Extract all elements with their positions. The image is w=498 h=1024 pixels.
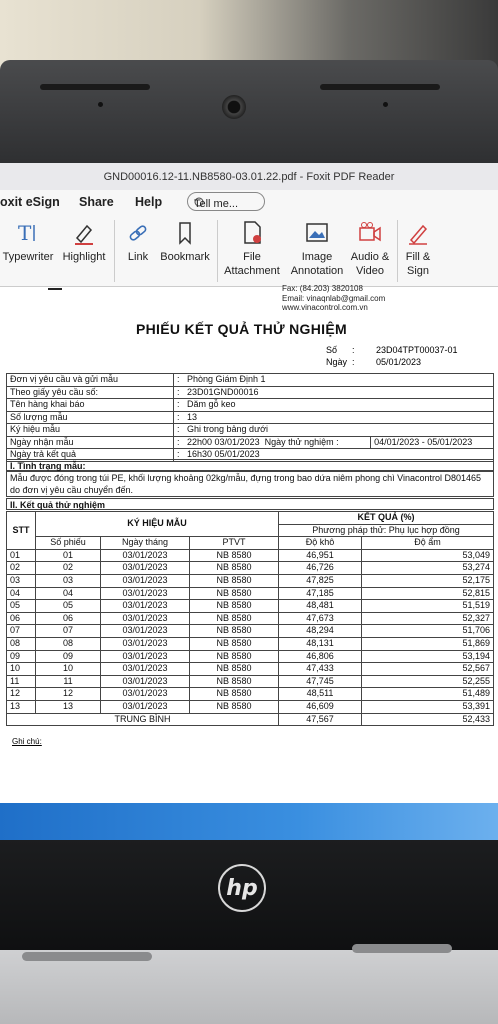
- row-slip-no: 12: [36, 688, 101, 701]
- report-number-label: Số: [326, 345, 338, 355]
- row-moisture: 52,815: [362, 587, 494, 600]
- row-stt: 03: [7, 574, 36, 587]
- row-moisture: 52,255: [362, 675, 494, 688]
- col-vehicle: PTVT: [190, 537, 279, 550]
- average-dryness: 47,567: [279, 713, 362, 726]
- highlight-label: Highlight: [62, 251, 106, 263]
- highlight-icon: [71, 220, 97, 246]
- info-label: Tên hàng khai báo: [7, 399, 174, 412]
- row-date: 03/01/2023: [101, 549, 190, 562]
- table-row: [7, 612, 494, 625]
- row-moisture: 53,274: [362, 562, 494, 575]
- results-body: [7, 549, 494, 713]
- info-value: : Phòng Giám Định 1: [174, 374, 494, 387]
- row-date: 03/01/2023: [101, 700, 190, 713]
- row-dryness: 46,806: [279, 650, 362, 663]
- section-sample-condition-title: I. Tình trạng mẫu:: [6, 459, 494, 471]
- menu-share[interactable]: Share: [79, 195, 114, 209]
- row-stt: 13: [7, 700, 36, 713]
- file-attachment-label: File Attachment: [224, 251, 280, 277]
- table-row: [7, 688, 494, 701]
- row-slip-no: 11: [36, 675, 101, 688]
- average-moisture: 52,433: [362, 713, 494, 726]
- row-moisture: 51,519: [362, 600, 494, 613]
- row-moisture: 51,489: [362, 688, 494, 701]
- row-dryness: 48,294: [279, 625, 362, 638]
- row-slip-no: 05: [36, 600, 101, 613]
- audio-video-icon: [357, 220, 383, 246]
- row-vehicle: NB 8580: [190, 549, 279, 562]
- row-vehicle: NB 8580: [190, 612, 279, 625]
- desktop-taskbar-strip: [0, 803, 498, 843]
- info-value: : 22h00 03/01/2023 Ngày thử nghiệm :: [174, 436, 371, 449]
- table-row: [7, 650, 494, 663]
- info-label: Số lượng mẫu: [7, 411, 174, 424]
- row-dryness: 47,433: [279, 663, 362, 676]
- file-attachment-button[interactable]: [222, 220, 282, 278]
- row-vehicle: NB 8580: [190, 675, 279, 688]
- pdf-page: [0, 284, 498, 843]
- col-stt: STT: [7, 512, 36, 550]
- row-vehicle: NB 8580: [190, 637, 279, 650]
- info-value: : 23D01GND00016: [174, 386, 494, 399]
- row-slip-no: 07: [36, 625, 101, 638]
- image-annotation-icon: [304, 220, 330, 246]
- fill-sign-icon: [405, 220, 431, 246]
- highlight-button[interactable]: [60, 220, 108, 264]
- report-date: 05/01/2023: [376, 357, 422, 367]
- row-dryness: 47,185: [279, 587, 362, 600]
- row-vehicle: NB 8580: [190, 663, 279, 676]
- link-label: Link: [127, 251, 149, 263]
- report-date-label: Ngày: [326, 357, 348, 367]
- menu-bar: [0, 190, 498, 216]
- row-date: 03/01/2023: [101, 675, 190, 688]
- row-vehicle: NB 8580: [190, 625, 279, 638]
- row-moisture: 53,194: [362, 650, 494, 663]
- sample-info-table: [6, 373, 494, 462]
- table-row: [7, 700, 494, 713]
- bezel-slot-right: [320, 84, 440, 90]
- window-title: GND00016.12-11.NB8580-03.01.22.pdf - Foxit PDF Reader: [103, 170, 395, 183]
- row-slip-no: 09: [36, 650, 101, 663]
- row-moisture: 53,391: [362, 700, 494, 713]
- info-value: : Ghi trong bảng dưới: [174, 424, 494, 437]
- row-moisture: 52,567: [362, 663, 494, 676]
- row-dryness: 46,609: [279, 700, 362, 713]
- row-vehicle: NB 8580: [190, 587, 279, 600]
- audio-video-button[interactable]: [349, 220, 391, 278]
- table-row: [7, 600, 494, 613]
- tell-me-search[interactable]: [187, 192, 265, 211]
- row-dryness: 46,951: [279, 549, 362, 562]
- hinge-left: [22, 952, 152, 961]
- table-row: [7, 549, 494, 562]
- colon: :: [352, 345, 355, 355]
- link-button[interactable]: [121, 220, 155, 264]
- col-dryness: Độ khô: [279, 537, 362, 550]
- row-dryness: 47,825: [279, 574, 362, 587]
- table-row: [7, 625, 494, 638]
- hp-logo: hp: [218, 864, 266, 912]
- col-result: KẾT QUẢ (%): [279, 512, 494, 525]
- menu-help[interactable]: Help: [135, 195, 163, 209]
- col-method: Phương pháp thử: Phụ lục hợp đồng: [279, 524, 494, 537]
- menu-foxit-esign[interactable]: oxit eSign: [0, 195, 60, 209]
- row-date: 03/01/2023: [101, 625, 190, 638]
- results-table: [6, 511, 494, 726]
- row-dryness: 48,481: [279, 600, 362, 613]
- row-vehicle: NB 8580: [190, 574, 279, 587]
- row-stt: 09: [7, 650, 36, 663]
- test-date-value: 04/01/2023 - 05/01/2023: [371, 436, 494, 449]
- row-vehicle: NB 8580: [190, 688, 279, 701]
- row-date: 03/01/2023: [101, 562, 190, 575]
- row-slip-no: 10: [36, 663, 101, 676]
- row-slip-no: 06: [36, 612, 101, 625]
- image-annotation-button[interactable]: [287, 220, 347, 278]
- info-label: Theo giấy yêu cầu số:: [7, 386, 174, 399]
- bookmark-button[interactable]: [158, 220, 212, 264]
- audio-video-label: Audio & Video: [350, 251, 390, 277]
- row-moisture: 51,706: [362, 625, 494, 638]
- row-moisture: 51,869: [362, 637, 494, 650]
- row-vehicle: NB 8580: [190, 562, 279, 575]
- info-value: : 13: [174, 411, 494, 424]
- row-dryness: 48,131: [279, 637, 362, 650]
- row-vehicle: NB 8580: [190, 600, 279, 613]
- table-row: [7, 587, 494, 600]
- row-dryness: 47,673: [279, 612, 362, 625]
- col-date: Ngày tháng: [101, 537, 190, 550]
- microphone-dot: [98, 102, 103, 107]
- row-slip-no: 01: [36, 549, 101, 562]
- header-email: Email: vinaqnlab@gmail.com: [282, 294, 386, 303]
- row-stt: 08: [7, 637, 36, 650]
- test-date-label: Ngày thử nghiệm :: [264, 436, 339, 447]
- info-label: Đơn vị yêu cầu và gửi mẫu: [7, 374, 174, 387]
- row-stt: 07: [7, 625, 36, 638]
- document-title: PHIẾU KẾT QUẢ THỬ NGHIỆM: [136, 321, 347, 337]
- row-date: 03/01/2023: [101, 637, 190, 650]
- row-slip-no: 04: [36, 587, 101, 600]
- info-value: : 16h30 05/01/2023: [174, 449, 494, 462]
- row-date: 03/01/2023: [101, 612, 190, 625]
- row-vehicle: NB 8580: [190, 700, 279, 713]
- row-date: 03/01/2023: [101, 663, 190, 676]
- note-label: Ghi chú:: [12, 737, 42, 746]
- ribbon-separator: [114, 220, 115, 282]
- link-icon: [125, 220, 151, 246]
- window-title-bar: [0, 163, 498, 190]
- row-moisture: 53,049: [362, 549, 494, 562]
- col-sample-id: KÝ HIỆU MẪU: [36, 512, 279, 537]
- row-slip-no: 02: [36, 562, 101, 575]
- typewriter-icon: [15, 220, 41, 246]
- header-website: www.vinacontrol.com.vn: [282, 303, 368, 312]
- fill-sign-button[interactable]: [401, 220, 435, 278]
- info-label: Ngày nhận mẫu: [7, 436, 174, 449]
- row-stt: 04: [7, 587, 36, 600]
- average-label: TRUNG BÌNH: [7, 713, 279, 726]
- row-slip-no: 03: [36, 574, 101, 587]
- info-label: Ngày trả kết quả: [7, 449, 174, 462]
- report-number: 23D04TPT00037-01: [376, 345, 458, 355]
- row-stt: 10: [7, 663, 36, 676]
- microphone-dot: [383, 102, 388, 107]
- logo-fragment: [48, 288, 62, 290]
- col-moisture: Độ ẩm: [362, 537, 494, 550]
- col-slip-no: Số phiếu: [36, 537, 101, 550]
- row-dryness: 48,511: [279, 688, 362, 701]
- typewriter-button[interactable]: [2, 220, 54, 264]
- row-date: 03/01/2023: [101, 688, 190, 701]
- row-stt: 11: [7, 675, 36, 688]
- row-slip-no: 08: [36, 637, 101, 650]
- webcam-icon: [222, 95, 246, 119]
- row-moisture: 52,327: [362, 612, 494, 625]
- row-stt: 12: [7, 688, 36, 701]
- fill-sign-label: Fill & Sign: [405, 251, 431, 277]
- table-row: [7, 562, 494, 575]
- bookmark-icon: [172, 220, 198, 246]
- table-row: [7, 663, 494, 676]
- row-dryness: 47,745: [279, 675, 362, 688]
- colon: :: [352, 357, 355, 367]
- row-moisture: 52,175: [362, 574, 494, 587]
- row-date: 03/01/2023: [101, 574, 190, 587]
- image-annotation-label: Image Annotation: [290, 251, 344, 277]
- row-vehicle: NB 8580: [190, 650, 279, 663]
- file-attachment-icon: [239, 220, 265, 246]
- row-dryness: 46,726: [279, 562, 362, 575]
- row-date: 03/01/2023: [101, 587, 190, 600]
- laptop-top-bezel: [0, 60, 498, 165]
- ribbon-separator: [397, 220, 398, 282]
- laptop-screen: [0, 163, 498, 843]
- section-sample-condition-text: Mẫu được đóng trong túi PE, khối lượng khoảng 02kg/mẫu, đựng trong bao dứa niêm phong chì Vinacontrol D801465 do đơn vị yêu cầu chuyển đến.: [6, 471, 494, 497]
- svg-text:T: T: [18, 221, 32, 245]
- typewriter-label: Typewriter: [2, 251, 54, 263]
- ribbon-separator: [217, 220, 218, 282]
- bezel-slot-left: [40, 84, 150, 90]
- info-value: : Dăm gỗ keo: [174, 399, 494, 412]
- table-row: [7, 637, 494, 650]
- row-slip-no: 13: [36, 700, 101, 713]
- hinge-right: [352, 944, 452, 953]
- row-stt: 01: [7, 549, 36, 562]
- laptop-base: [0, 950, 498, 1024]
- row-stt: 02: [7, 562, 36, 575]
- bookmark-label: Bookmark: [160, 251, 210, 263]
- header-fax: Fax: (84.203) 3820108: [282, 284, 363, 293]
- row-stt: 06: [7, 612, 36, 625]
- table-row: [7, 574, 494, 587]
- table-row: [7, 675, 494, 688]
- row-stt: 05: [7, 600, 36, 613]
- row-date: 03/01/2023: [101, 600, 190, 613]
- ribbon-toolbar: [0, 216, 498, 287]
- section-results-title: II. Kết quả thử nghiệm: [6, 498, 494, 510]
- tell-me-label: Tell me...: [194, 198, 239, 210]
- info-label: Ký hiệu mẫu: [7, 424, 174, 437]
- row-date: 03/01/2023: [101, 650, 190, 663]
